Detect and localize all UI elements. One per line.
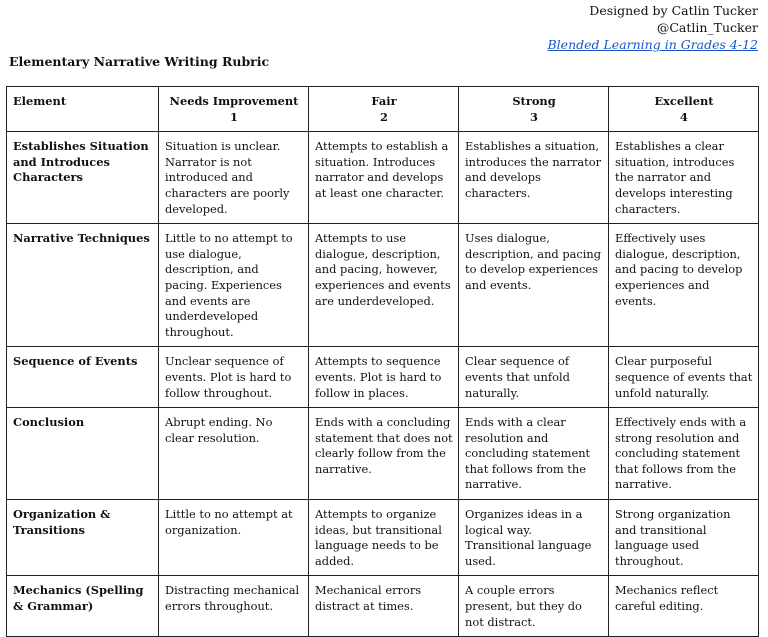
table-row [7, 224, 759, 347]
table-row [7, 576, 759, 637]
row-element: Conclusion [7, 408, 159, 500]
header-excellent: Excellent 4 [609, 87, 759, 132]
row-element: Establishes Situation and Introduces Characters [7, 132, 159, 224]
table-row [7, 500, 759, 576]
cell-score-1: Little to no attempt to use dialogue, description, and pacing. Experiences and events are underdeveloped throughout. [159, 224, 309, 347]
header-row [7, 87, 759, 132]
cell-score-3: Uses dialogue, description, and pacing to develop experiences and events. [459, 224, 609, 347]
table-row [7, 408, 759, 500]
header-strong: Strong 3 [459, 87, 609, 132]
designer-credit: Designed by Catlin Tucker [589, 3, 758, 18]
header-fair: Fair 2 [309, 87, 459, 132]
row-element: Narrative Techniques [7, 224, 159, 347]
cell-score-4: Establishes a clear situation, introduces the narrator and develops interesting characters. [609, 132, 759, 224]
row-element: Organization & Transitions [7, 500, 159, 576]
cell-score-4: Effectively uses dialogue, description, and pacing to develop experiences and events. [609, 224, 759, 347]
header-element: Element [7, 87, 159, 132]
cell-score-4: Strong organization and transitional language used throughout. [609, 500, 759, 576]
cell-score-1: Distracting mechanical errors throughout. [159, 576, 309, 637]
header-needs-improvement: Needs Improvement 1 [159, 87, 309, 132]
row-element: Mechanics (Spelling & Grammar) [7, 576, 159, 637]
row-element: Sequence of Events [7, 347, 159, 408]
cell-score-4: Clear purposeful sequence of events that unfold naturally. [609, 347, 759, 408]
cell-score-4: Effectively ends with a strong resolution and concluding statement that follows from the narrative. [609, 408, 759, 500]
table-row [7, 132, 759, 224]
cell-score-3: Clear sequence of events that unfold naturally. [459, 347, 609, 408]
table-row [7, 347, 759, 408]
cell-score-2: Attempts to establish a situation. Introduces narrator and develops at least one character. [309, 132, 459, 224]
cell-score-1: Situation is unclear. Narrator is not introduced and characters are poorly developed. [159, 132, 309, 224]
credits-block [547, 2, 758, 53]
twitter-handle: @Catlin_Tucker [656, 20, 758, 35]
cell-score-2: Attempts to use dialogue, description, and pacing, however, experiences and events are underdeveloped. [309, 224, 459, 347]
rubric-table [6, 86, 759, 637]
cell-score-3: Organizes ideas in a logical way. Transitional language used. [459, 500, 609, 576]
cell-score-2: Ends with a concluding statement that does not clearly follow from the narrative. [309, 408, 459, 500]
book-link[interactable]: Blended Learning in Grades 4-12 [547, 37, 758, 52]
page-title: Elementary Narrative Writing Rubric [9, 54, 270, 69]
cell-score-1: Little to no attempt at organization. [159, 500, 309, 576]
cell-score-2: Attempts to organize ideas, but transitional language needs to be added. [309, 500, 459, 576]
cell-score-1: Unclear sequence of events. Plot is hard to follow throughout. [159, 347, 309, 408]
cell-score-3: Establishes a situation, introduces the narrator and develops characters. [459, 132, 609, 224]
cell-score-3: Ends with a clear resolution and concluding statement that follows from the narrative. [459, 408, 609, 500]
cell-score-3: A couple errors present, but they do not distract. [459, 576, 609, 637]
cell-score-4: Mechanics reflect careful editing. [609, 576, 759, 637]
cell-score-2: Attempts to sequence events. Plot is hard to follow in places. [309, 347, 459, 408]
cell-score-1: Abrupt ending. No clear resolution. [159, 408, 309, 500]
cell-score-2: Mechanical errors distract at times. [309, 576, 459, 637]
